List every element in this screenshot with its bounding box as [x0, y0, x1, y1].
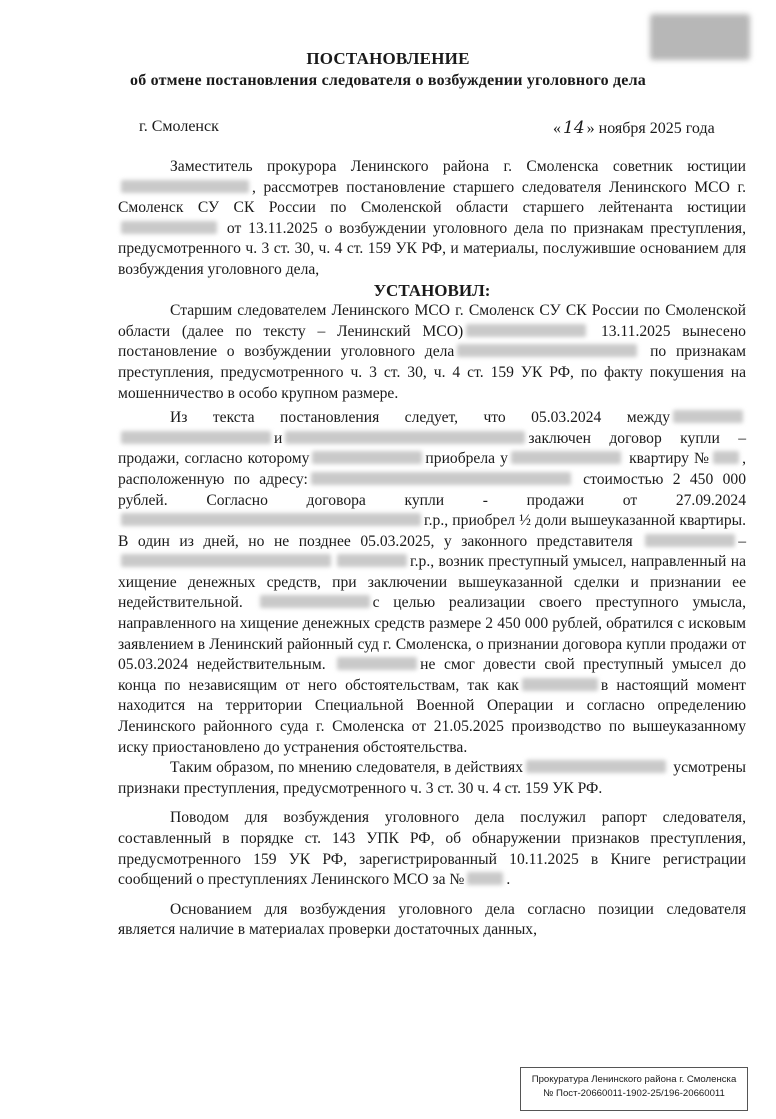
redacted-number [713, 451, 739, 464]
redacted-date [337, 554, 407, 567]
redacted-name [121, 431, 271, 444]
paragraph-conclusion: Таким образом, по мнению следователя, в действиях усмотрены признаки преступления, предусмотренного ч. 3 ст. 30 ч. 4 ст. 159 УК РФ. [118, 759, 746, 797]
redacted-name [121, 554, 331, 567]
paragraph-facts: Из текста постановления следует, что 05.03.2024 междуи заключен договор купли – продажи, согласно которому приобрела у квартиру № , расположенную по адресу: стоимостью 2 450 000 рублей. Согласно договора купли - продажи от 27.09.2024 г.р., приобрел ½ доли вышеуказанной квартиры. В один из дней, но не позднее 05.03.2025, у законного представителя –г.р., возник преступный умысел, направленный на хищение денежных средств, при заключении вышеуказанной сделки и признании ее недействительной. с целью реализации своего преступного умысла, направленного на хищение денежных средств размере 2 450 000 рублей, обратился с исковым заявлением в Ленинский районный суд г. Смоленска, о признании договора купли продажи от 05.03.2024 недействительным. не смог довести свой преступный умысел до конца по независящим от него обстоятельствам, так как в настоящий момент находится на территории Специальной Военной Операции и согласно определению Ленинского районного суда г. Смоленска от 21.05.2025 производство по вышеуказанному иску приостановлено до устранения обстоятельства. [118, 409, 747, 756]
paragraph-grounds: Основанием для возбуждения уголовного дела согласно позиции следователя является наличие в материалах проверки достаточных данных, [118, 900, 746, 939]
document-subtitle: об отмене постановления следователя о возбуждении уголовного дела [130, 72, 646, 89]
redacted-name [466, 324, 586, 337]
redacted-name [522, 678, 598, 691]
date-quote-open: « [553, 120, 561, 137]
redacted-name [121, 180, 249, 193]
paragraph-established: Старшим следователем Ленинского МСО г. Смоленск СУ СК России по Смоленской области (далее по тексту – Ленинский МСО) 13.11.2025 вынесено постановление о возбуждении уголовного дела по признакам преступления, предусмотренного ч. 3 ст. 30, ч. 4 ст. 159 УК РФ, по факту покушения на мошенничество в особо крупном размере. [118, 302, 746, 402]
redacted-name [260, 595, 370, 608]
document-title: ПОСТАНОВЛЕНИЕ [306, 49, 470, 68]
redacted-address [311, 472, 571, 485]
paragraph-reason: Поводом для возбуждения уголовного дела послужил рапорт следователя, составленный в порядке ст. 143 УПК РФ, об обнаружении признаков преступления, предусмотренного 159 УК РФ, зарегистрированный 10.11.2025 в Книге регистрации сообщений о преступлениях Ленинского МСО за № . [118, 809, 746, 889]
redacted-name [673, 410, 743, 423]
city-label: г. Смоленск [139, 118, 219, 135]
date-month-year: ноября 2025 года [598, 120, 715, 137]
redacted-name [511, 451, 621, 464]
redacted-name [121, 221, 217, 234]
redacted-name [312, 451, 422, 464]
redacted-name [337, 657, 417, 670]
redacted-name [645, 534, 735, 547]
date-day-handwritten: 14 [563, 118, 585, 138]
stamp-office: Прокуратура Ленинского района г. Смоленска [531, 1074, 737, 1085]
document-body [118, 157, 746, 941]
document-date [553, 118, 715, 138]
date-quote-close: » [586, 120, 595, 137]
redacted-name [526, 760, 666, 773]
registration-stamp [520, 1067, 748, 1111]
paragraph-intro: Заместитель прокурора Ленинского района г. Смоленска советник юстиции, рассмотрев постановление старшего следователя Ленинского МСО г. Смоленск СУ СК России по Смоленской области старшего лейтенанта юстиции от 13.11.2025 о возбуждении уголовного дела по признакам преступления, предусмотренного ч. 3 ст. 30, ч. 4 ст. 159 УК РФ, и материалы, послужившие основанием для возбуждения уголовного дела, [118, 158, 747, 278]
redacted-name [121, 513, 421, 526]
stamp-number: № Пост-20660011-1902-25/196-20660011 [543, 1088, 725, 1099]
redacted-name [285, 431, 525, 444]
redacted-case-number [457, 344, 637, 357]
redacted-number [467, 872, 503, 885]
section-heading: УСТАНОВИЛ: [373, 280, 491, 300]
